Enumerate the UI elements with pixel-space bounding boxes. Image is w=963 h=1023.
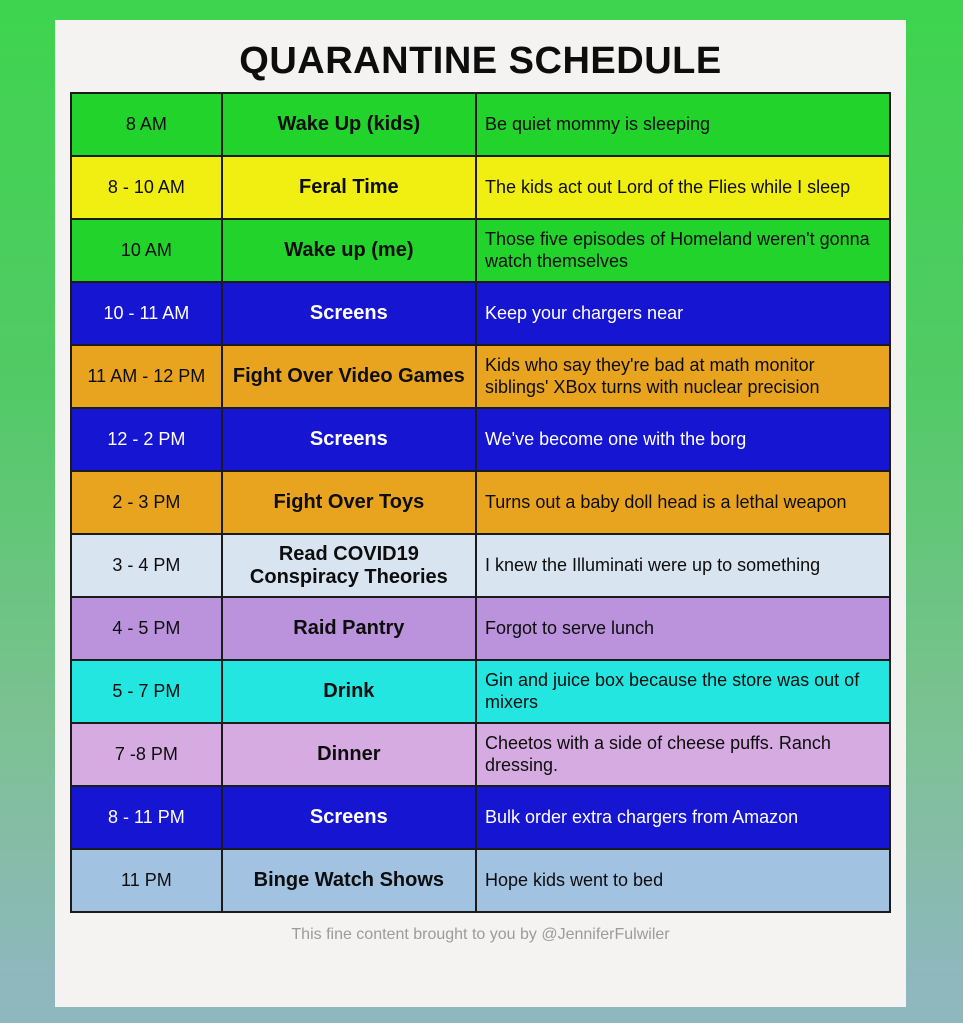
schedule-table (70, 92, 891, 913)
table-row (71, 408, 890, 471)
table-row (71, 156, 890, 219)
activity-cell: Fight Over Video Games (222, 345, 476, 408)
time-cell: 12 - 2 PM (71, 408, 222, 471)
table-row (71, 282, 890, 345)
description-cell: Cheetos with a side of cheese puffs. Ranch dressing. (476, 723, 890, 786)
description-cell: Those five episodes of Homeland weren't gonna watch themselves (476, 219, 890, 282)
time-cell: 4 - 5 PM (71, 597, 222, 660)
description-cell: Gin and juice box because the store was out of mixers (476, 660, 890, 723)
table-row (71, 534, 890, 597)
description-cell: Forgot to serve lunch (476, 597, 890, 660)
description-cell: Hope kids went to bed (476, 849, 890, 912)
description-cell: Keep your chargers near (476, 282, 890, 345)
activity-cell: Drink (222, 660, 476, 723)
activity-cell: Feral Time (222, 156, 476, 219)
table-row (71, 93, 890, 156)
activity-cell: Screens (222, 408, 476, 471)
time-cell: 8 - 10 AM (71, 156, 222, 219)
description-cell: I knew the Illuminati were up to something (476, 534, 890, 597)
time-cell: 11 PM (71, 849, 222, 912)
activity-cell: Wake up (me) (222, 219, 476, 282)
description-cell: Be quiet mommy is sleeping (476, 93, 890, 156)
table-row (71, 471, 890, 534)
time-cell: 10 AM (71, 219, 222, 282)
activity-cell: Fight Over Toys (222, 471, 476, 534)
table-row (71, 219, 890, 282)
activity-cell: Wake Up (kids) (222, 93, 476, 156)
table-row (71, 786, 890, 849)
time-cell: 5 - 7 PM (71, 660, 222, 723)
footer-credit: This fine content brought to you by @JenniferFulwiler (291, 926, 670, 943)
activity-cell: Screens (222, 282, 476, 345)
table-row (71, 660, 890, 723)
time-cell: 11 AM - 12 PM (71, 345, 222, 408)
activity-cell: Binge Watch Shows (222, 849, 476, 912)
activity-cell: Dinner (222, 723, 476, 786)
time-cell: 8 AM (71, 93, 222, 156)
time-cell: 2 - 3 PM (71, 471, 222, 534)
activity-cell: Raid Pantry (222, 597, 476, 660)
description-cell: We've become one with the borg (476, 408, 890, 471)
time-cell: 3 - 4 PM (71, 534, 222, 597)
time-cell: 7 -8 PM (71, 723, 222, 786)
table-row (71, 345, 890, 408)
table-row (71, 849, 890, 912)
schedule-card (55, 20, 906, 1007)
description-cell: Turns out a baby doll head is a lethal weapon (476, 471, 890, 534)
table-row (71, 597, 890, 660)
activity-cell: Read COVID19 Conspiracy Theories (222, 534, 476, 597)
description-cell: The kids act out Lord of the Flies while I sleep (476, 156, 890, 219)
time-cell: 8 - 11 PM (71, 786, 222, 849)
time-cell: 10 - 11 AM (71, 282, 222, 345)
table-row (71, 723, 890, 786)
description-cell: Bulk order extra chargers from Amazon (476, 786, 890, 849)
description-cell: Kids who say they're bad at math monitor siblings' XBox turns with nuclear precision (476, 345, 890, 408)
page-title: QUARANTINE SCHEDULE (239, 40, 722, 82)
activity-cell: Screens (222, 786, 476, 849)
